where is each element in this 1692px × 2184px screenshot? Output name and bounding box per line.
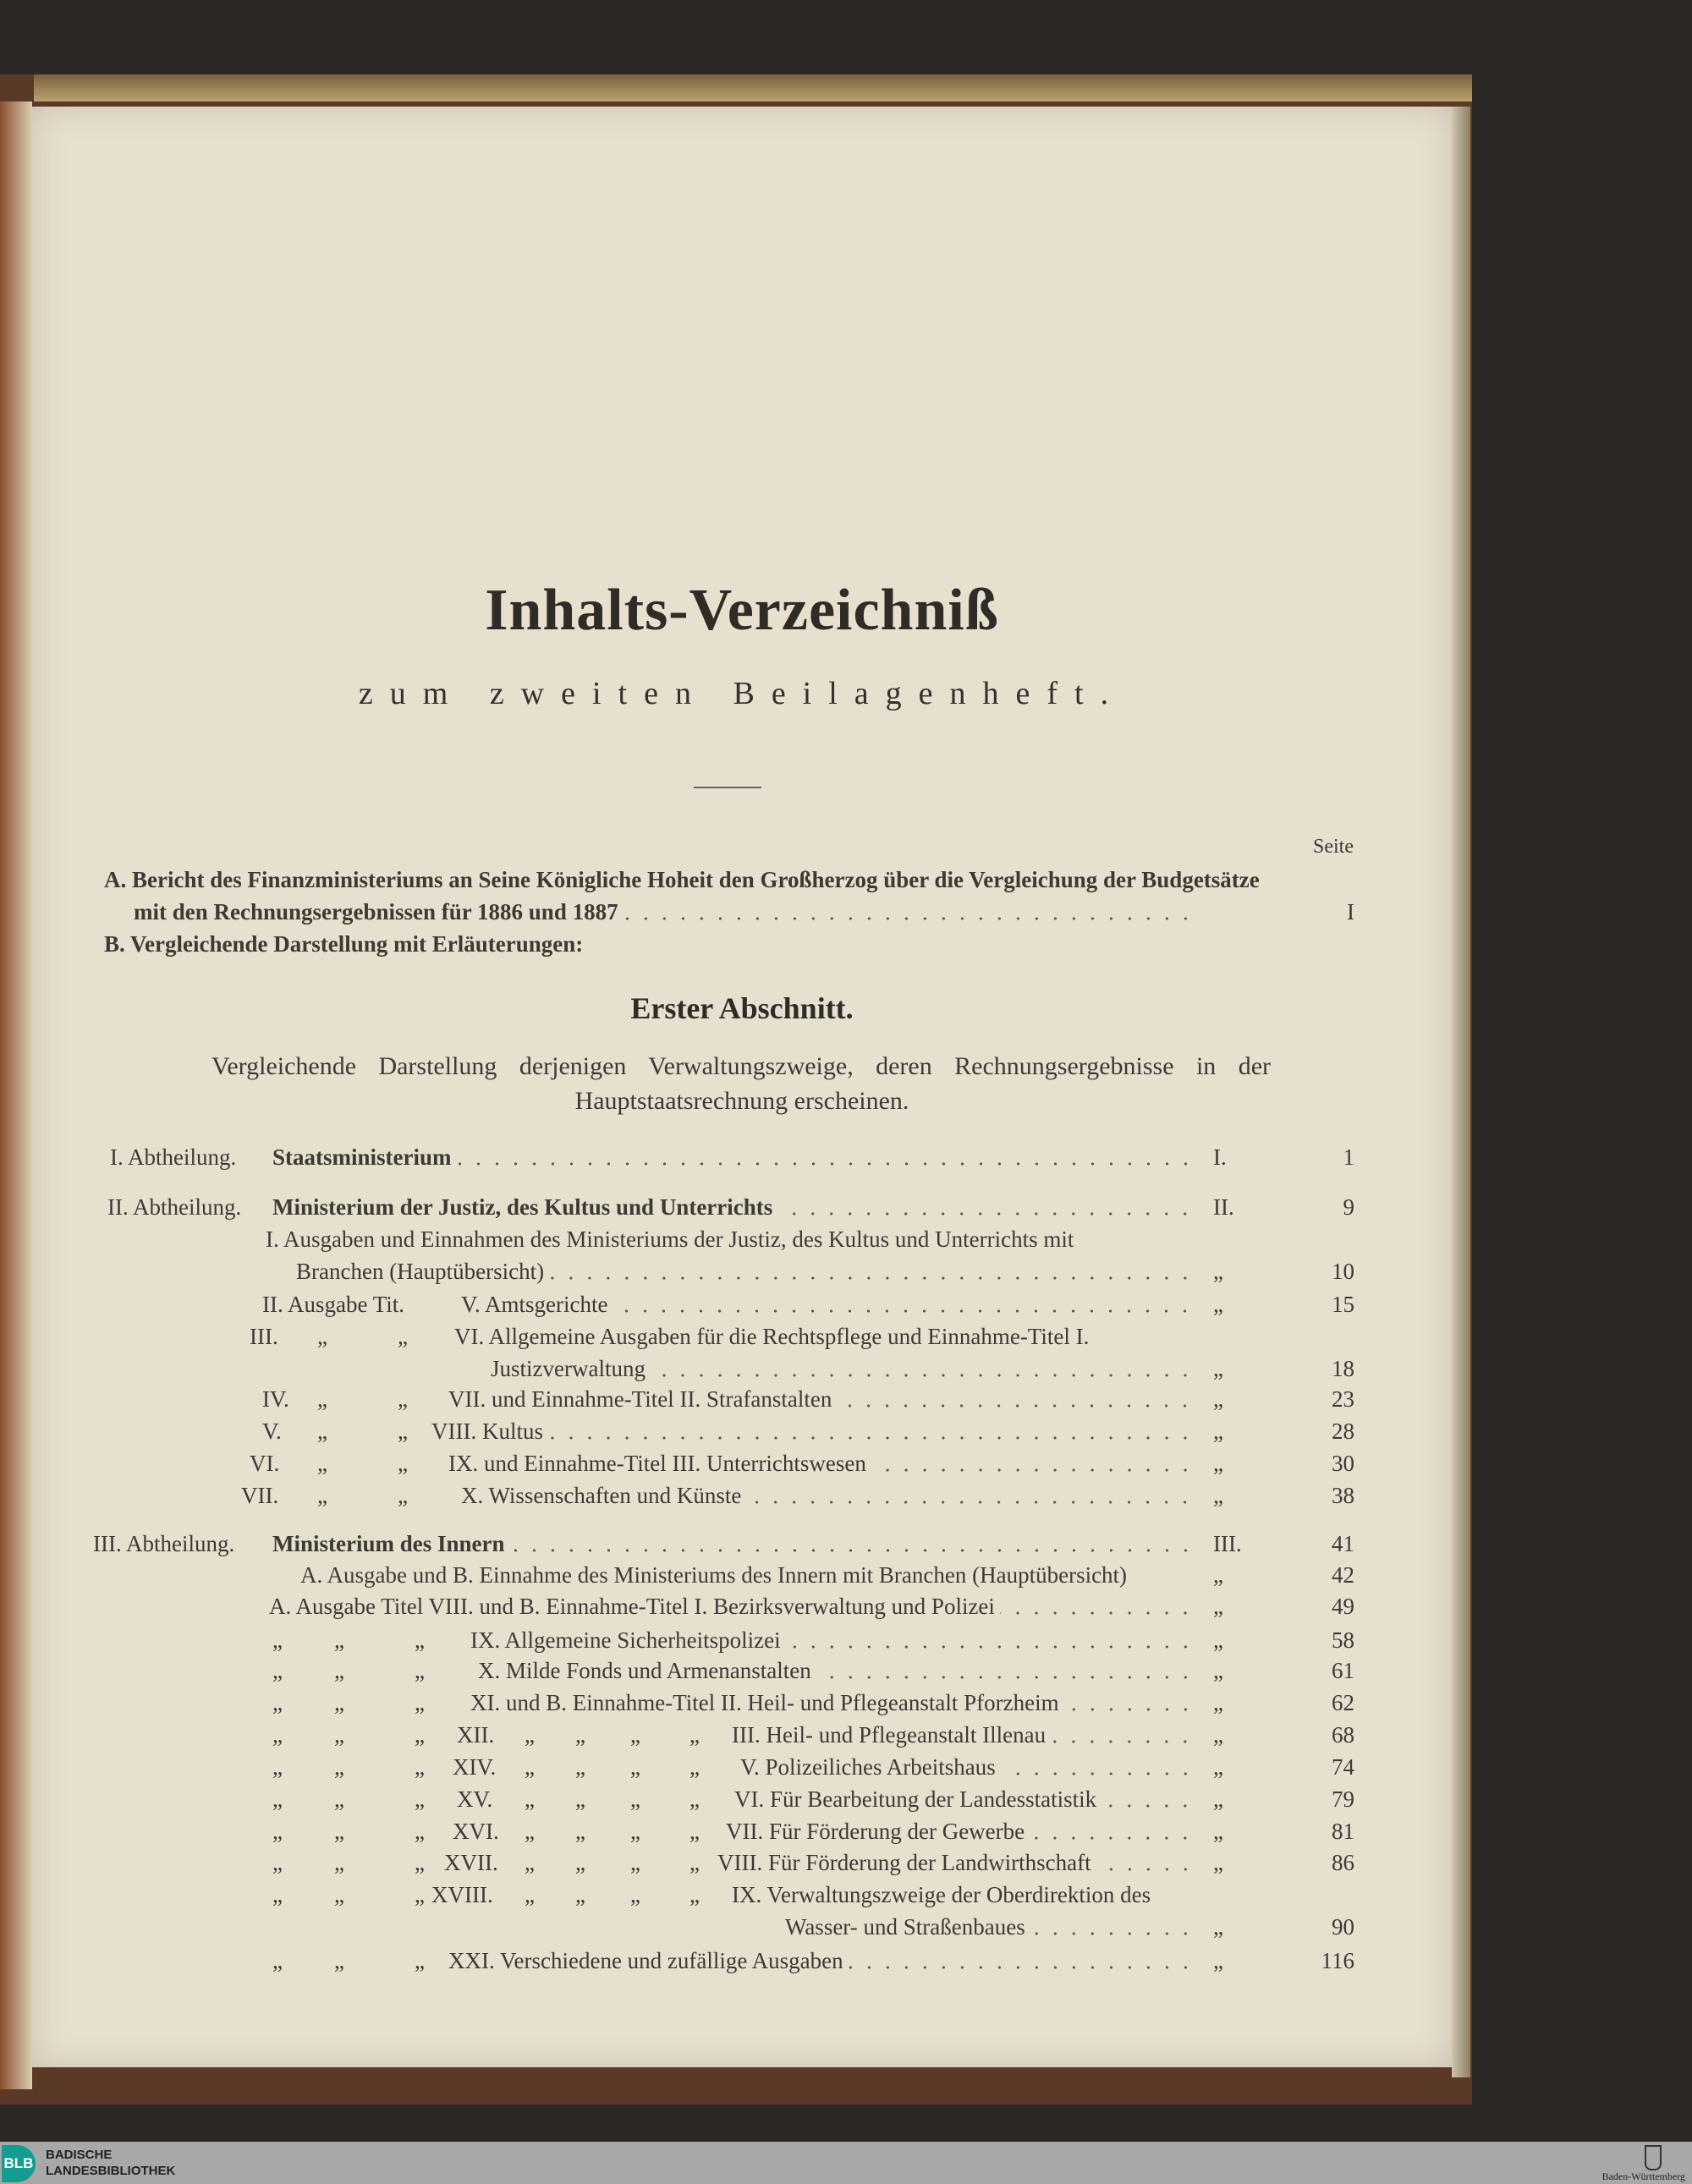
toc-row-title (431, 1416, 1200, 1446)
ditto-mark: „ (575, 1850, 585, 1875)
toc-row-text: VIII. Für Förderung der Landwirthschaft (717, 1850, 1091, 1875)
toc-row-label: XVIII. (431, 1882, 493, 1907)
ditto-mark: „ (272, 1754, 283, 1780)
toc-row-text: X. Milde Fonds und Armenanstalten (478, 1658, 811, 1683)
toc-row-label: II. Abtheilung. (107, 1194, 242, 1220)
toc-row (32, 897, 1452, 927)
toc-row (32, 1142, 1452, 1172)
toc-row-division-ref: „ (1213, 1819, 1223, 1844)
ditto-mark: „ (398, 1483, 408, 1508)
toc-row-division-ref: „ (1213, 1259, 1223, 1284)
toc-row-title (732, 1720, 1200, 1750)
toc-row-page-number: 28 (1332, 1419, 1354, 1444)
toc-row-label: IV. (262, 1386, 289, 1412)
toc-row-text: IX. Allgemeine Sicherheitspolizei (470, 1627, 781, 1653)
toc-row (32, 1321, 1452, 1352)
toc-row-page-number: 1 (1343, 1144, 1354, 1170)
dot-leader (849, 1966, 1195, 1969)
toc-row-division-ref: „ (1213, 1419, 1223, 1444)
ditto-mark: „ (334, 1690, 344, 1715)
toc-row-title (104, 864, 1260, 895)
toc-row-text: VI. Für Bearbeitung der Landesstatistik (734, 1786, 1097, 1812)
toc-row-label: XIV. (453, 1754, 497, 1780)
section-heading: Erster Abschnitt. (630, 991, 854, 1025)
dot-leader (651, 1374, 1195, 1377)
toc-row-text: XXI. Verschiedene und zufällige Ausgaben (448, 1948, 843, 1973)
ditto-mark: „ (415, 1754, 425, 1780)
ditto-mark: „ (689, 1850, 700, 1875)
toc-row-text: Justizverwaltung (491, 1356, 645, 1381)
toc-row (32, 1560, 1452, 1590)
toc-row (32, 1256, 1452, 1287)
ditto-mark: „ (689, 1722, 700, 1748)
ditto-mark: „ (575, 1754, 585, 1780)
dot-leader (510, 1549, 1195, 1552)
toc-row (32, 1625, 1452, 1655)
toc-row-title (470, 1687, 1200, 1718)
book-spine (0, 102, 32, 2089)
toc-row-label: I. Abtheilung. (110, 1144, 237, 1170)
blb-logo: BLB (2, 2145, 36, 2182)
toc-row (32, 1752, 1452, 1782)
ditto-mark: „ (272, 1658, 283, 1683)
toc-row-title (470, 1625, 1200, 1655)
footer-bar (0, 2142, 1692, 2184)
toc-row (32, 1655, 1452, 1686)
ditto-mark: „ (575, 1882, 585, 1907)
toc-row-text: X. Wissenschaften und Künste (461, 1483, 742, 1508)
toc-row-division-ref: „ (1213, 1292, 1223, 1317)
toc-row-title (296, 1256, 1200, 1287)
ditto-mark: „ (575, 1786, 585, 1812)
ditto-mark: „ (334, 1819, 344, 1844)
toc-row-title (272, 1192, 1200, 1222)
ditto-mark: „ (317, 1324, 327, 1349)
toc-row-page-number: 30 (1332, 1451, 1354, 1476)
ditto-mark: „ (415, 1786, 425, 1812)
ditto-mark: „ (525, 1754, 535, 1780)
toc-row-label: III. (250, 1324, 278, 1349)
coat-of-arms-icon (1645, 2145, 1662, 2170)
toc-row-text: Ministerium der Justiz, des Kultus und Unterrichts (272, 1194, 773, 1220)
toc-row-title (448, 1945, 1200, 1976)
toc-row-title (726, 1816, 1200, 1847)
ditto-mark: „ (272, 1850, 283, 1875)
toc-row-text: A. Ausgabe und B. Einnahme des Ministeriums des Innern mit Branchen (Hauptübersicht) (300, 1562, 1128, 1588)
toc-row-label: V. (262, 1419, 282, 1444)
dot-leader (624, 917, 1195, 920)
toc-row (32, 1687, 1452, 1718)
toc-row-title (266, 1224, 1074, 1254)
ditto-mark: „ (689, 1819, 700, 1844)
toc-row-text: IX. und Einnahme-Titel III. Unterrichtswesen (448, 1451, 866, 1476)
page-edge-right (1452, 107, 1470, 2077)
toc-row-label: XVII. (444, 1850, 498, 1875)
ditto-mark: „ (630, 1882, 640, 1907)
toc-row-page-number: 15 (1332, 1292, 1354, 1317)
ditto-mark: „ (272, 1722, 283, 1748)
dot-leader (786, 1645, 1195, 1649)
toc-row-text: A. Bericht des Finanzministeriums an Seine Königliche Hoheit den Großherzog über die Vergleichung der Budgetsätze (104, 867, 1260, 892)
toc-row-title (300, 1560, 1127, 1590)
library-name (46, 2147, 175, 2179)
toc-row-text: mit den Rechnungsergebnissen für 1886 und 1887 (134, 899, 618, 925)
ditto-mark: „ (334, 1882, 344, 1907)
ditto-mark: „ (630, 1786, 640, 1812)
toc-row (32, 1816, 1452, 1847)
dot-leader (871, 1468, 1195, 1472)
toc-row (32, 1224, 1452, 1254)
ditto-mark: „ (525, 1786, 535, 1812)
toc-row-text: IX. Verwaltungszweige der Oberdirektion des (732, 1882, 1151, 1907)
toc-row (32, 1784, 1452, 1814)
ditto-mark: „ (525, 1722, 535, 1748)
toc-row-page-number: 90 (1332, 1914, 1354, 1940)
dot-leader (457, 1162, 1195, 1166)
toc-row-text: V. Polizeiliches Arbeitshaus (740, 1754, 996, 1780)
ditto-mark: „ (415, 1948, 425, 1973)
ditto-mark: „ (630, 1722, 640, 1748)
toc-row-division-ref: „ (1213, 1451, 1223, 1476)
toc-row-title (269, 1591, 1200, 1622)
toc-row-division-ref: „ (1213, 1386, 1223, 1412)
ditto-mark: „ (272, 1690, 283, 1715)
toc-row (32, 1480, 1452, 1511)
dot-leader (1030, 1836, 1195, 1840)
dot-leader (1051, 1740, 1195, 1743)
toc-row (32, 864, 1452, 895)
toc-row-title (454, 1321, 1089, 1352)
toc-row-division-ref: „ (1213, 1690, 1223, 1715)
toc-row-division-ref: „ (1213, 1594, 1223, 1619)
ditto-mark: „ (272, 1948, 283, 1973)
toc-row-page-number: 74 (1332, 1754, 1354, 1780)
toc-row (32, 1384, 1452, 1414)
toc-row-title (461, 1289, 1200, 1320)
dot-leader (1096, 1868, 1195, 1871)
ditto-mark: „ (334, 1627, 344, 1653)
toc-row-page-number: 86 (1332, 1850, 1354, 1875)
toc-row-division-ref: „ (1213, 1658, 1223, 1683)
library-name-line2: LANDESBIBLIOTHEK (46, 2164, 176, 2178)
ditto-mark: „ (689, 1754, 700, 1780)
page-subtitle: zum zweiten Beilagenheft. (358, 676, 1126, 711)
ditto-mark: „ (415, 1690, 425, 1715)
library-name-line1: BADISCHE (46, 2148, 113, 2162)
toc-row-text: VI. Allgemeine Ausgaben für die Rechtspflege und Einnahme-Titel I. (454, 1324, 1090, 1349)
toc-row-label: III. Abtheilung. (93, 1531, 235, 1556)
toc-row-title (717, 1847, 1200, 1878)
toc-row (32, 1912, 1452, 1942)
toc-row-text: VIII. Kultus (431, 1419, 543, 1444)
ditto-mark: „ (415, 1819, 425, 1844)
ditto-mark: „ (525, 1850, 535, 1875)
ditto-mark: „ (525, 1882, 535, 1907)
ditto-mark: „ (415, 1850, 425, 1875)
dot-leader (613, 1309, 1195, 1313)
ditto-mark: „ (525, 1819, 535, 1844)
toc-row-title (448, 1448, 1200, 1479)
ditto-mark: „ (334, 1850, 344, 1875)
dot-leader (548, 1436, 1195, 1440)
dot-leader (746, 1501, 1195, 1504)
ditto-mark: „ (334, 1948, 344, 1973)
toc-row-title (104, 929, 583, 959)
toc-row-page-number: 23 (1332, 1386, 1354, 1412)
ditto-mark: „ (317, 1386, 327, 1412)
toc-row (32, 1847, 1452, 1878)
toc-row-page-number: 58 (1332, 1627, 1354, 1653)
ditto-mark: „ (689, 1882, 700, 1907)
ditto-mark: „ (398, 1386, 408, 1412)
toc-row (32, 1591, 1452, 1622)
toc-row-division-ref: I. (1213, 1144, 1227, 1170)
ditto-mark: „ (415, 1722, 425, 1748)
dot-leader (1000, 1611, 1195, 1615)
document-page (32, 107, 1452, 2067)
ditto-mark: „ (317, 1483, 327, 1508)
toc-row-title (491, 1353, 1200, 1384)
toc-row-division-ref: II. (1213, 1194, 1234, 1220)
toc-row-text: VII. und Einnahme-Titel II. Strafanstalten (448, 1386, 832, 1412)
ditto-mark: „ (272, 1819, 283, 1844)
dot-leader (837, 1404, 1195, 1408)
ditto-mark: „ (334, 1786, 344, 1812)
section-intro-line1: Vergleichende Darstellung derjenigen Verwaltungszweige, deren Rechnungsergebnisse in der (212, 1052, 1271, 1080)
toc-row-page-number: 42 (1332, 1562, 1354, 1588)
toc-row-division-ref: „ (1213, 1948, 1223, 1973)
toc-row-title (732, 1879, 1151, 1910)
ditto-mark: „ (398, 1451, 408, 1476)
toc-row-text: A. Ausgabe Titel VIII. und B. Einnahme-Titel I. Bezirksverwaltung und Polizei (269, 1594, 995, 1619)
toc-row-text: Branchen (Hauptübersicht) (296, 1259, 545, 1284)
toc-row-division-ref: „ (1213, 1754, 1223, 1780)
toc-row-label: VII. (241, 1483, 279, 1508)
toc-row-title (461, 1480, 1200, 1511)
toc-row-label: II. Ausgabe Tit. (262, 1292, 405, 1317)
dot-leader (1064, 1708, 1195, 1711)
toc-row-page-number: 116 (1321, 1948, 1354, 1973)
ditto-mark: „ (334, 1754, 344, 1780)
ditto-mark: „ (272, 1882, 283, 1907)
toc-row-text: V. Amtsgerichte (461, 1292, 608, 1317)
ditto-mark: „ (689, 1786, 700, 1812)
toc-row-page-number: 81 (1332, 1819, 1354, 1844)
toc-row-text: Staatsministerium (272, 1144, 452, 1170)
toc-row-division-ref: „ (1213, 1786, 1223, 1812)
toc-row-title (272, 1142, 1200, 1172)
toc-row-label: XVI. (453, 1819, 499, 1844)
ditto-mark: „ (415, 1882, 425, 1907)
toc-row (32, 1528, 1452, 1559)
toc-row-label: VI. (250, 1451, 280, 1476)
section-intro-line2: Hauptstaatsrechnung erscheinen. (574, 1087, 909, 1115)
ditto-mark: „ (334, 1722, 344, 1748)
toc-row-title (740, 1752, 1200, 1782)
toc-row-label: XII. (457, 1722, 495, 1748)
toc-row (32, 1720, 1452, 1750)
toc-row-text: III. Heil- und Pflegeanstalt Illenau (732, 1722, 1047, 1748)
toc-row (32, 1448, 1452, 1479)
toc-row-text: VII. Für Förderung der Gewerbe (726, 1819, 1025, 1844)
toc-row-division-ref: „ (1213, 1850, 1223, 1875)
toc-row-page-number: 9 (1343, 1194, 1354, 1220)
toc-row-division-ref: III. (1213, 1531, 1242, 1556)
toc-row-division-ref: „ (1213, 1562, 1223, 1588)
dot-leader (1101, 1804, 1195, 1808)
toc-row (32, 1879, 1452, 1910)
page-title: Inhalts-Verzeichniß (485, 578, 999, 643)
toc-row (32, 1353, 1452, 1384)
ditto-mark: „ (398, 1419, 408, 1444)
ditto-mark: „ (630, 1819, 640, 1844)
toc-row-page-number: 10 (1332, 1259, 1354, 1284)
toc-row-page-number: 49 (1332, 1594, 1354, 1619)
dot-leader (777, 1212, 1195, 1215)
toc-row-title (448, 1384, 1200, 1414)
dot-leader (1030, 1932, 1195, 1935)
toc-row-title (134, 897, 1200, 927)
toc-row-text: B. Vergleichende Darstellung mit Erläuterungen: (104, 931, 584, 957)
toc-row-division-ref: „ (1213, 1356, 1223, 1381)
ditto-mark: „ (415, 1627, 425, 1653)
ditto-mark: „ (317, 1451, 327, 1476)
toc-row-page-number: 61 (1332, 1658, 1354, 1683)
page-column-label: Seite (1313, 836, 1354, 858)
toc-row (32, 1192, 1452, 1222)
toc-row-page-number: I (1347, 899, 1354, 925)
dot-leader (816, 1676, 1195, 1679)
toc-row-text: Ministerium des Innern (272, 1531, 505, 1556)
toc-row-text: Wasser- und Straßenbaues (785, 1914, 1025, 1940)
ditto-mark: „ (272, 1786, 283, 1812)
toc-row-division-ref: „ (1213, 1483, 1223, 1508)
divider (694, 787, 761, 788)
toc-row-text: XI. und B. Einnahme-Titel II. Heil- und Pflegeanstalt Pforzheim (470, 1690, 1059, 1715)
toc-row-label: XV. (457, 1786, 493, 1812)
ditto-mark: „ (630, 1850, 640, 1875)
dot-leader (549, 1276, 1195, 1280)
toc-row (32, 1289, 1452, 1320)
ditto-mark: „ (398, 1324, 408, 1349)
toc-row-page-number: 62 (1332, 1690, 1354, 1715)
toc-row-title (272, 1528, 1200, 1559)
toc-row-page-number: 79 (1332, 1786, 1354, 1812)
toc-row-page-number: 38 (1332, 1483, 1354, 1508)
toc-row-division-ref: „ (1213, 1627, 1223, 1653)
toc-row-division-ref: „ (1213, 1722, 1223, 1748)
toc-row (32, 1945, 1452, 1976)
toc-row-page-number: 68 (1332, 1722, 1354, 1748)
toc-row-title (734, 1784, 1200, 1814)
toc-row (32, 929, 1452, 959)
ditto-mark: „ (630, 1754, 640, 1780)
toc-row-page-number: 18 (1332, 1356, 1354, 1381)
toc-row-text: I. Ausgaben und Einnahmen des Ministeriums der Justiz, des Kultus und Unterrichts mit (266, 1226, 1074, 1252)
ditto-mark: „ (575, 1819, 585, 1844)
ditto-mark: „ (334, 1658, 344, 1683)
ditto-mark: „ (415, 1658, 425, 1683)
ditto-mark: „ (272, 1627, 283, 1653)
dot-leader (1001, 1772, 1195, 1775)
toc-row-page-number: 41 (1332, 1531, 1354, 1556)
toc-row (32, 1416, 1452, 1446)
toc-row-title (785, 1912, 1200, 1942)
page-edge-top (34, 74, 1472, 102)
toc-row-division-ref: „ (1213, 1914, 1223, 1940)
state-label: Baden-Württemberg (1601, 2170, 1685, 2182)
ditto-mark: „ (575, 1722, 585, 1748)
ditto-mark: „ (317, 1419, 327, 1444)
toc-row-title (478, 1655, 1200, 1686)
